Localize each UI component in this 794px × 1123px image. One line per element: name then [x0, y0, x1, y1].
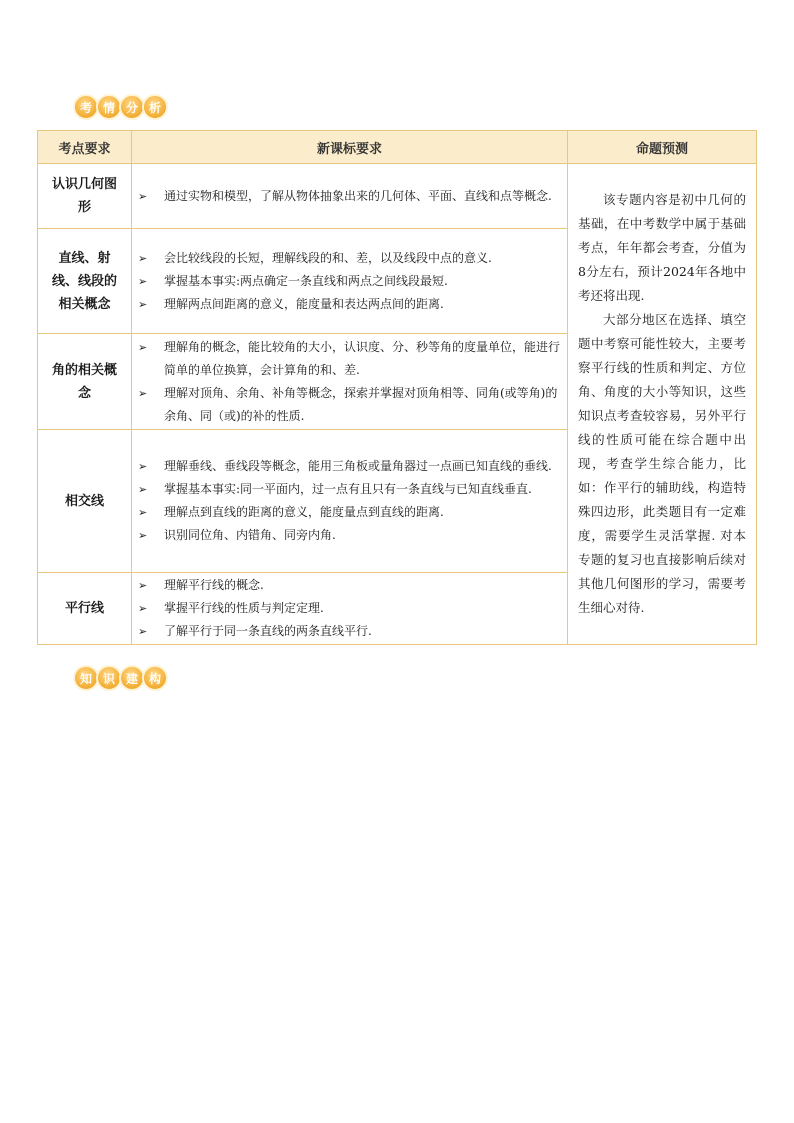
- list-item: [138, 597, 561, 620]
- requirement-cell: [132, 430, 568, 573]
- item-text: 掌握基本事实:两点确定一条直线和两点之间线段最短.: [164, 273, 448, 288]
- requirement-cell: [132, 573, 568, 645]
- requirement-cell: [132, 334, 568, 430]
- list-item: [138, 336, 561, 382]
- badge-char: 考: [73, 94, 99, 120]
- arrow-bullet-icon: ➢: [138, 579, 148, 592]
- item-text: 识别同位角、内错角、同旁内角.: [164, 528, 336, 542]
- arrow-bullet-icon: ➢: [138, 506, 148, 519]
- arrow-bullet-icon: ➢: [138, 602, 148, 615]
- arrow-bullet-icon: ➢: [138, 460, 148, 473]
- exam-analysis-table: [37, 130, 757, 645]
- section-badge-knowledge: [73, 665, 165, 693]
- topic-cell: 认识几何图形: [38, 164, 132, 229]
- header-requirement: 新课标要求: [132, 131, 568, 164]
- table-row: [38, 164, 757, 229]
- list-item: [138, 270, 561, 293]
- badge-char: 识: [96, 665, 122, 691]
- header-topic: 考点要求: [38, 131, 132, 164]
- list-item: [138, 185, 561, 208]
- item-text: 理解对顶角、余角、补角等概念，探索并掌握对顶角相等、同角(或等角)的余角、同（或)的补的性质.: [164, 385, 558, 423]
- list-item: [138, 620, 561, 643]
- item-text: 会比较线段的长短，理解线段的和、差，以及线段中点的意义.: [164, 250, 492, 265]
- item-text: 理解垂线、垂线段等概念，能用三角板或量角器过一点画已知直线的垂线.: [164, 459, 552, 473]
- arrow-bullet-icon: ➢: [138, 625, 148, 638]
- list-item: [138, 382, 561, 428]
- list-item: [138, 501, 561, 524]
- header-prediction: 命题预测: [568, 131, 757, 164]
- list-item: [138, 455, 561, 478]
- item-text: 理解平行线的概念.: [164, 578, 264, 592]
- item-text: 通过实物和模型，了解从物体抽象出来的几何体、平面、直线和点等概念.: [164, 188, 552, 203]
- arrow-bullet-icon: ➢: [138, 483, 148, 496]
- list-item: [138, 293, 561, 316]
- topic-cell: 平行线: [38, 573, 132, 645]
- arrow-bullet-icon: ➢: [138, 274, 148, 288]
- header-row: [38, 131, 757, 164]
- list-item: [138, 524, 561, 547]
- list-item: [138, 247, 561, 270]
- section-badge-analysis: [73, 94, 165, 122]
- badge-char: 构: [142, 665, 168, 691]
- badge-char: 情: [96, 94, 122, 120]
- item-text: 理解点到直线的距离的意义，能度量点到直线的距离.: [164, 505, 444, 519]
- badge-char: 析: [142, 94, 168, 120]
- requirement-cell: [132, 229, 568, 334]
- arrow-bullet-icon: ➢: [138, 297, 148, 311]
- topic-cell: 直线、射线、线段的相关概念: [38, 229, 132, 334]
- list-item: [138, 574, 561, 597]
- badge-char: 分: [119, 94, 145, 120]
- badge-char: 知: [73, 665, 99, 691]
- arrow-bullet-icon: ➢: [138, 340, 148, 354]
- item-text: 了解平行于同一条直线的两条直线平行.: [164, 624, 372, 638]
- topic-cell: 角的相关概念: [38, 334, 132, 430]
- arrow-bullet-icon: ➢: [138, 189, 148, 203]
- prediction-paragraph: 该专题内容是初中几何的基础，在中考数学中属于基础考点，年年都会考查，分值为8分左右，预计2024年各地中考还将出现.: [578, 192, 746, 303]
- topic-cell: 相交线: [38, 430, 132, 573]
- arrow-bullet-icon: ➢: [138, 386, 148, 400]
- item-text: 掌握平行线的性质与判定定理.: [164, 601, 324, 615]
- item-text: 理解两点间距离的意义，能度量和表达两点间的距离.: [164, 296, 444, 311]
- prediction-cell: [568, 164, 757, 645]
- item-text: 掌握基本事实:同一平面内，过一点有且只有一条直线与已知直线垂直.: [164, 482, 532, 496]
- arrow-bullet-icon: ➢: [138, 251, 148, 265]
- arrow-bullet-icon: ➢: [138, 529, 148, 542]
- item-text: 理解角的概念，能比较角的大小，认识度、分、秒等角的度量单位，能进行简单的单位换算，会计算角的和、差.: [164, 339, 561, 377]
- badge-char: 建: [119, 665, 145, 691]
- list-item: [138, 478, 561, 501]
- prediction-paragraph: 大部分地区在选择、填空题中考察可能性较大，主要考察平行线的性质和判定、方位角、角度的大小等知识，这些知识点考查较容易，另外平行线的性质可能在综合题中出现，考查学生综合能力，比如：作平行的辅助线，构造特殊四边形，此类题目有一定难度，需要学生灵活掌握. 对本专题的复习也直接影响后续对其他几何图形的学习，需要考生细心对待.: [578, 312, 746, 615]
- requirement-cell: [132, 164, 568, 229]
